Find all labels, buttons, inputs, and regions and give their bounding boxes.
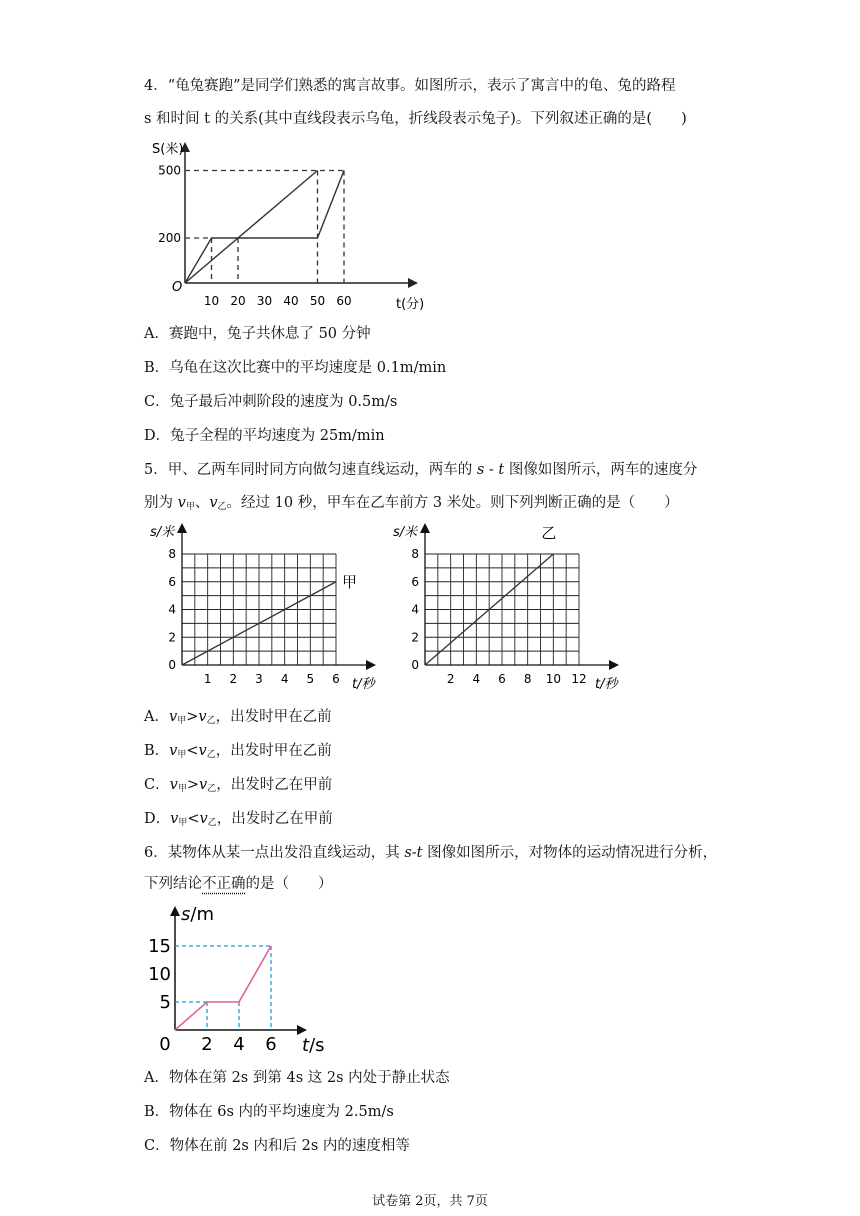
x-tick-label-4: 10 [545,672,561,686]
y-tick-label-4: 8 [168,547,176,561]
x-tick-label-5: 60 [336,294,352,308]
x-tick-label-0: 0 [159,1034,171,1055]
motion-line [175,946,271,1030]
q4-option-b: B．乌龟在这次比赛中的平均速度是 0.1m/min [144,360,447,376]
q5-option-b: B．$v_甲<v_乙$，出发时甲在乙前 [144,743,332,760]
y-tick-label-1: 2 [168,630,176,645]
y-tick-label-4: 8 [411,547,419,561]
q6-stem-line1: 6．某物体从某一点出发沿直线运动，其 s-t 图像如图所示，对物体的运动情况进行分析， [144,845,718,861]
q5-option-d: D．$v_甲<v_乙$，出发时乙在甲前 [144,811,333,828]
q4-option-d: D．兔子全程的平均速度为 25m/min [144,428,385,444]
q4-option-a: A．赛跑中，兔子共休息了 50 分钟 [144,326,371,342]
x-axis-label: t/秒 [352,677,375,692]
x-tick-label-4: 50 [309,294,326,308]
x-axis-label: t(分) [396,297,425,312]
q4-stem-line1: 4．“龟兔赛跑”是同学们熟悉的寓言故事。如图所示，表示了寓言中的龟、兔的路程 [144,78,676,94]
page-footer: 试卷第 2页，共 7页 [372,1194,488,1209]
y-tick-label-1: 2 [411,630,419,645]
y-tick-label-2: 4 [168,602,176,617]
q4-option-c: C．兔子最后冲刺阶段的速度为 0.5m/s [144,394,398,410]
origin-label: O [172,280,183,295]
y-axis-arrow [170,906,180,916]
x-tick-label-2: 30 [256,294,273,308]
y-tick-label-2: 15 [148,936,171,957]
q6-option-b: B．物体在 6s 内的平均速度为 2.5m/s [144,1104,394,1120]
x-axis-arrow [297,1025,307,1035]
x-tick-label-0: 2 [446,672,455,686]
y-axis-label: S(米) [152,142,184,157]
x-tick-label-1: 4 [472,672,481,686]
x-tick-label-3: 8 [523,672,532,686]
x-tick-label-5: 6 [332,672,340,686]
y-tick-label-0: 0 [168,658,176,672]
x-axis-arrow [366,660,376,670]
q5-option-c: C．$v_甲>v_乙$，出发时乙在甲前 [144,777,333,794]
y-axis-label: s/m [181,904,214,925]
x-tick-label-4: 5 [306,672,315,686]
x-axis-label: t/s [302,1035,325,1056]
x-tick-label-3: 6 [265,1034,277,1055]
chart-jia [150,520,390,695]
series-label: 甲 [342,572,358,591]
x-tick-label-5: 12 [571,672,587,686]
x-tick-label-2: 6 [498,672,506,686]
y-axis-label: s/米 [393,525,418,540]
q6-option-a: A．物体在第 2s 到第 4s 这 2s 内处于静止状态 [144,1070,450,1086]
y-axis-arrow [420,523,430,533]
x-axis-label: t/秒 [595,677,618,692]
y-tick-label-1: 500 [158,163,181,178]
q6-option-c: C．物体在前 2s 内和后 2s 内的速度相等 [144,1138,410,1154]
x-tick-label-0: 10 [203,294,220,308]
q6-stem-line2: 下列结论不正确的是（ ） [144,876,333,892]
x-axis-arrow [408,278,418,288]
y-axis-arrow [177,523,187,533]
q5-stem-line1: 5．甲、乙两车同时同方向做匀速直线运动，两车的 s - t 图像如图所示，两车的速度分 [144,462,698,478]
x-tick-label-0: 1 [203,672,212,686]
x-tick-label-1: 2 [229,672,238,686]
chart-yi [393,520,633,695]
y-tick-label-1: 10 [148,964,171,985]
y-tick-label-0: 5 [159,992,171,1013]
chart-object [150,898,340,1058]
x-tick-label-2: 3 [255,672,263,686]
series-label: 乙 [541,524,557,542]
y-tick-label-0: 0 [411,658,419,672]
y-tick-label-3: 6 [168,574,176,589]
x-tick-label-3: 4 [280,672,289,686]
x-tick-label-1: 2 [201,1034,213,1055]
x-axis-arrow [609,660,619,670]
q4-stem-line2: s 和时间 t 的关系(其中直线段表示乌龟，折线段表示兔子)。下列叙述正确的是( ) [144,111,687,127]
q5-option-a: A．$v_甲>v_乙$，出发时甲在乙前 [144,709,332,726]
x-tick-label-1: 20 [230,294,246,308]
chart-race [150,138,450,313]
tortoise-line [185,171,318,284]
q5-stem-line2: 别为 $v_甲$、$v_乙$。经过 10 秒，甲车在乙车前方 3 米处。则下列判断正确的是（ ） [144,495,679,512]
y-tick-label-0: 200 [158,231,181,245]
y-axis-label: s/米 [150,525,175,540]
rabbit-line [185,171,344,284]
y-tick-label-2: 4 [411,602,419,617]
x-tick-label-2: 4 [233,1034,245,1055]
x-tick-label-3: 40 [283,294,299,308]
y-tick-label-3: 6 [411,574,419,589]
